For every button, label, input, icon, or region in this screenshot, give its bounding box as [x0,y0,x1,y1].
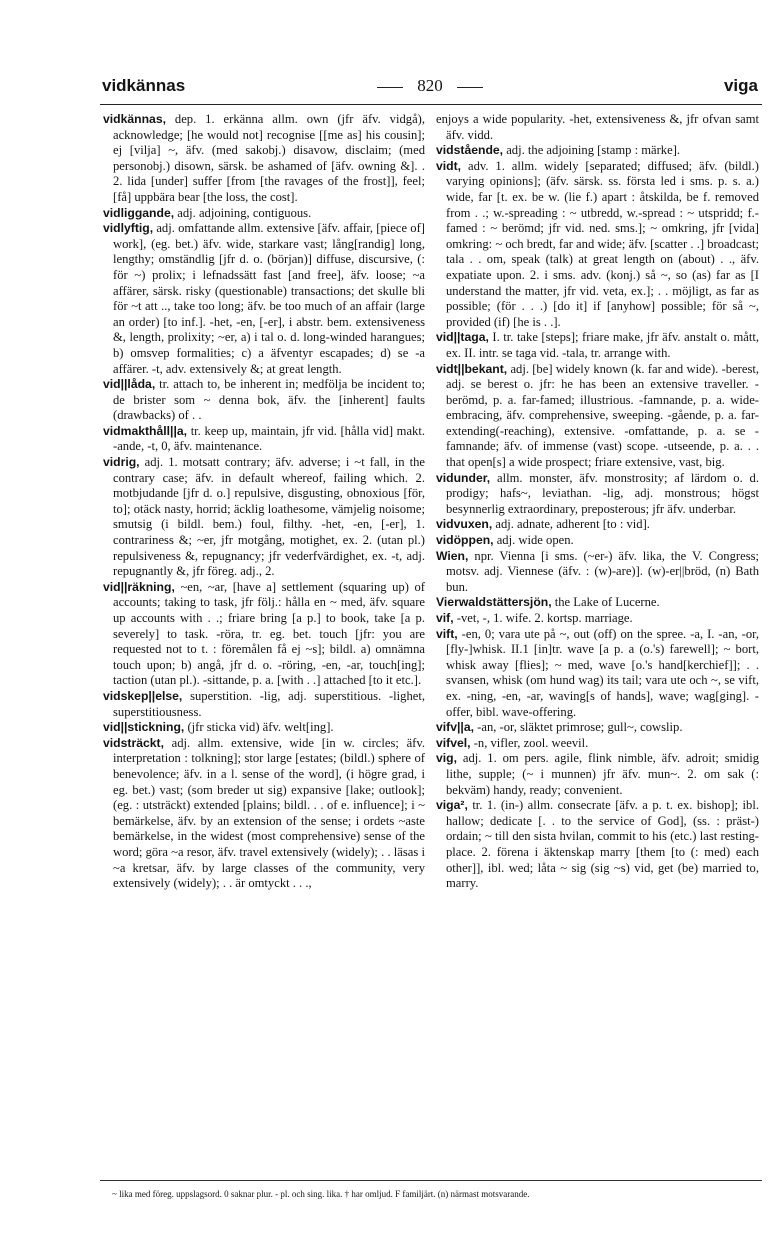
entry-headword: vid||låda, [103,377,156,392]
entry-headword: vig, [436,751,457,766]
dictionary-entry [436,549,759,596]
dictionary-entry [103,424,425,455]
entry-text: tr. 1. (in-) allm. consecrate [äfv. a p. t. ex. bishop]; ibl. hallow; dedicate [. . to the service of God], (ss. : präst-) ordain; ~ till den sista hvilan, commit to his (etc.) last resting-place. 2. förena i äktenskap marry [them [to (: med) each other]], ibl. wed; låta ~ sig (sig ~s) vid, get (be) married to, marry. [446,798,759,891]
dictionary-entry [436,736,759,752]
dictionary-entry [436,720,759,736]
entry-text: adj. 1. motsatt contrary; äfv. adverse; i ~t fall, in the contrary case; äfv. in default whereof, failing which. 2. motbjudande [jfr d. o.] repulsive, disgusting, obnoxious [för, to]; otäck nasty, horrid; äcklig loathesome, vämjelig noisome; smutsig (i bildl. bem.) foul, filthy. -het, -en, [-er], 1. contrariness &; ~er, jfr motgång, motighet, ex. 2. (utan pl.) repulsiveness &, repugnancy; jfr vederfvärdighet, ex. -t, adj. repugnantly &, jfr föreg. adj., 2. [113,455,425,579]
running-header [102,76,758,104]
dictionary-entry [103,206,425,222]
entry-headword: vidkännas, [103,112,166,126]
dictionary-entry [436,798,759,892]
footer-legend: ~ lika med föreg. uppslagsord. 0 saknar plur. - pl. och sing. lika. † har omljud. F familjärt. (n) närmast motsvarande. [112,1189,530,1199]
dictionary-entry [103,689,425,720]
entry-text: adj. 1. om pers. agile, flink nimble, äfv. adroit; smidig lithe, supple; (~ i munnen) jfr äfv. mun~. 2. om sak (: bekväm) handy, ready; convenient. [446,751,759,797]
entry-headword: vif, [436,611,454,625]
dictionary-entry [436,533,759,549]
entry-headword: vifv||a, [436,720,474,735]
dictionary-entry [436,112,759,143]
entry-text: adj. omfattande allm. extensive [äfv. affair, [piece of] work], (eg. bet.) äfv. wide, starkare vast; lång[randig] long, lengthy; omständlig [jfr d. o. (början)] diffuse, discursive, (: för ~) prolix; i lefnadssätt fast [and free], äfv. loose; ~a affärer, särsk. risky (questionable) transactions; det skulle bli för ~t att .., take too long; äfv. be too much of an affair (large an order) [to inf.]. -het, -en, [-er], i abstr. bem. extensiveness &, length, prolixity; ~er, a) i tal o. d. long-winded harangues; b) omsvep formalities; c) a äfventyr escapades; d) se -a affärer. -t, adv. extensively &; at great length. [113,221,425,376]
dictionary-entry [436,611,759,627]
right-running-headword: viga [723,76,758,95]
entry-text: tr. attach to, be inherent in; medfölja be incident to; de brister som ~ denna bok, äfv. the [inherent] faults (drawbacks) of . . [113,377,425,423]
dictionary-entry [103,720,425,736]
entry-headword: vidlyftig, [103,221,154,236]
dictionary-entry [436,362,759,471]
entry-text: adj. adnate, adherent [to : vid]. [495,517,650,532]
dictionary-entry [103,580,425,689]
page-number-row [102,76,758,96]
dictionary-entry [436,330,759,361]
entry-text: -an, -or, släktet primrose; gull~, cowslip. [477,720,683,735]
entry-headword: vidstående, [436,143,504,158]
dictionary-entry [436,595,759,611]
right-column [436,112,759,892]
entry-headword: vidsträckt, [103,735,164,750]
left-running-headword: vidkännas [102,76,186,95]
entry-text: adv. 1. allm. widely [separated; diffused; äfv. (bildl.) varying opinions]; (äfv. särsk. ss. första led i sms. p. s. a.) wide, far [t. ex. be w. (lie f.) apart : åtskilda, be f. removed from . .; w.-spreading : ~ utbredd, w.-spread : ~ utspridd; f.-famed : ~ berömd; jfr vid. ned. sms.]; ~ omkring, jfr [vida] omkring: ~ och bredt, far and wide; äfv. [scatter . .] broadcast; tala . . om, speak (talk) at great length on (about) . ., äfv. expatiate upon. 2. i sms. adv. (konj.) så ~, so (as) far as [I understand the matter, jfr vid. veta, ex.]; . . möjligt, as far as possible; (för . . .) [do it] if [anyhow] possible; för så ~, provided (if) [he is . .]. [446,158,759,329]
entry-text: adj. adjoining, contiguous. [177,205,312,220]
entry-text: adj. the adjoining [stamp : märke]. [506,143,681,158]
entry-text: (jfr sticka vid) äfv. welt[ing]. [187,720,334,735]
entry-headword: vidrig, [103,455,140,470]
footer-rule [100,1180,762,1181]
entry-headword: viga², [436,798,468,813]
entry-text: tr. keep up, maintain, jfr vid. [hålla vid] makt. -ande, -t, 0, äfv. maintenance. [113,423,425,454]
entry-text: adj. wide open. [496,533,574,548]
entry-headword: vid||stickning, [103,720,185,735]
dictionary-entry [103,455,425,580]
dictionary-entry [436,627,759,721]
entry-headword: vidvuxen, [436,517,493,532]
entry-headword: vidt, [436,158,462,173]
entry-headword: vidliggande, [103,205,175,220]
entry-text: adj. [be] widely known (k. far and wide). -berest, adj. se berest o. jfr: he has been an extensive traveller. -berömd, p. a. far-famed; illustrious. -famnande, p. a. wide-embracing, äfv. comprehensive, sweeping. -gående, p. a. far-extending(-reaching), extensive. -omfattande, p. a. se -famnande; äfv. of immense (vast) scope. -utseende, p. a. . . that open[s] a wide prospect; friare extensive, vast, big. [446,361,759,470]
entry-text: -n, vifler, zool. weevil. [473,735,589,750]
entry-headword: vid||räkning, [103,579,175,594]
entry-headword: vidöppen, [436,533,494,548]
dictionary-entry [103,377,425,424]
entry-headword: vifvel, [436,735,471,750]
entry-headword: vidskep||else, [103,688,183,703]
entry-text: ~en, ~ar, [have a] settlement (squaring up) of accounts; taking to task, jfr följ.: hålla en ~ med, äfv. square up accounts with . .; friare bring [a p.] to book, take [a p. severely] to task. -röra, tr. eg. bet. touch [jfr: you are requested not to t. : föremålen få ej ~s]; bildl. a) omnämna touch upon; b) angå, jfr d. o. -röring, -en, -ar, touch[ing]; taction (utan pl.). -sittande, p. a. [with . .] attached [to it etc.]. [113,579,425,688]
entry-headword: Wien, [436,548,469,563]
page-number: 820 [417,76,443,95]
dictionary-entry [436,143,759,159]
dash-right [457,87,483,88]
entry-text: allm. monster, äfv. monstrosity; af lärdom o. d. prodigy; hafs~, leviathan. -lig, adj. monstrous; högst besynnerlig extraordinary, preposterous; jfr äfv. underbar. [446,470,759,516]
dictionary-entry [103,221,425,377]
dictionary-entry [103,736,425,892]
entry-headword: vidt||bekant, [436,361,508,376]
entry-text: superstition. -lig, adj. superstitious. -lighet, superstitiousness. [113,688,425,719]
dictionary-entry [436,751,759,798]
entry-text: the Lake of Lucerne. [554,595,660,610]
left-column [103,112,425,892]
entry-headword: vift, [436,626,458,641]
entry-headword: vid||taga, [436,330,489,345]
dictionary-entry [436,159,759,331]
entry-headword: vidunder, [436,470,491,485]
entry-text: I. tr. take [steps]; friare make, jfr äfv. anstalt o. mått, ex. II. intr. se taga vid. -tala, tr. arrange with. [446,330,759,360]
header-rule [100,104,762,105]
entry-text: -vet, -, 1. wife. 2. kortsp. marriage. [456,611,633,625]
dictionary-entry [103,112,425,206]
entry-text: -en, 0; vara ute på ~, out (off) on the spree. -a, I. -an, -or, [fly-]whisk. II.1 [in]tr. wave [a p. a (o.'s) farewell]; ~ bort, whisk away [flies]; ~ med, wave [o.'s hand[kerchief]]; . . svansen, whisk (om hund wag) its tail; vara ute och ~, se vift, ex. -ning, -en, -ar, waving[s of hands], wave; wag[ging]. -offer, bibl. wave-offering. [446,626,759,719]
dash-left [377,87,403,88]
entry-headword: Vierwaldstättersjön, [436,595,552,610]
entry-text: dep. 1. erkänna allm. own (jfr äfv. vidgå), acknowledge; [he would not] recognise [[me as] his cousin]; ej [vilja] ~, äfv. (med sakobj.) disavow, disclaim; (med personobj.) disown, särsk. be ashamed of [äfv. owning &]. . 2. lida [under] suffer [from [the ravages of the frost]], feel; [få] uppbära bear [the loss, the cost]. [113,112,425,204]
dictionary-entry [436,517,759,533]
dictionary-entry [436,471,759,518]
entry-text: enjoys a wide popularity. -het, extensiveness &, jfr ofvan samt äfv. vidd. [436,112,759,142]
entry-text: npr. Vienna [i sms. (~er-) äfv. lika, the V. Congress; motsv. adj. Viennese (äfv. : (w)-are)]. (w)-er||bröd, (n) Bath bun. [446,548,759,594]
entry-text: adj. allm. extensive, wide [in w. circles; äfv. interpretation : tolkning]; stor large [estates; (bildl.) sphere of benevolence; äfv. in a l. sense of the word], (i högre grad, i eg. bet.) vast; (som breder ut sig) expansive [lake; outlook]; (eg. : utsträckt) extended [plains; bildl. . . of e. influence]; i ~ bemärkelse, äfv. by an extension of the sense; i ordets ~aste bemärkelse, in the widest (most comprehensive) sense of the word; göra ~a resor, äfv. travel extensively (widely); . . läsas i ~a kretsar, äfv. by large classes of the community, very extensively (widely); . . är omtyckt . . ., [113,735,425,891]
entry-headword: vidmakthåll||a, [103,423,188,438]
